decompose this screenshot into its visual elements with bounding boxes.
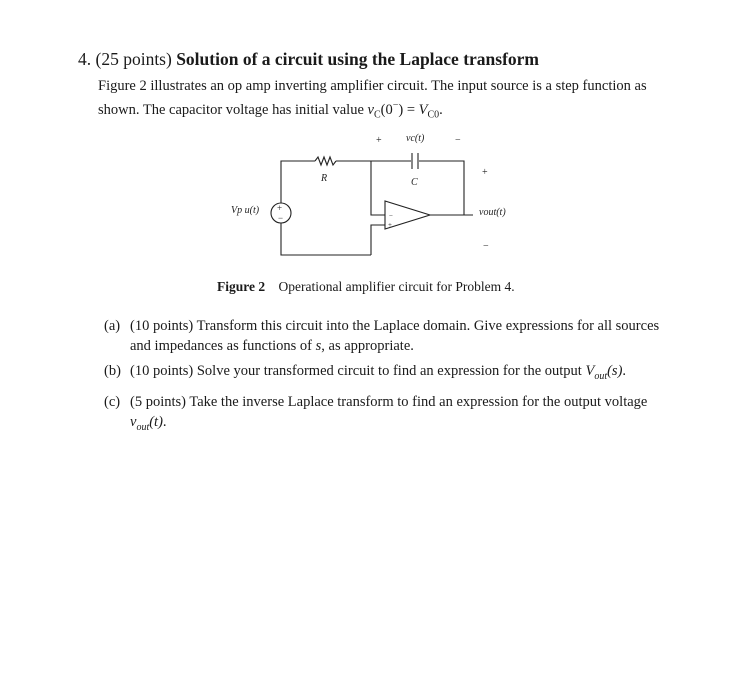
part-b-var: V [585, 363, 595, 379]
circuit-diagram [215, 125, 515, 265]
ic-superscript: − [392, 100, 399, 111]
cap-voltage-label: vc(t) [406, 133, 425, 144]
wire-noninv-ground [371, 225, 385, 255]
problem-number: 4. [78, 49, 92, 69]
opamp-minus-label: − [389, 212, 393, 220]
ic-symbol: v [367, 101, 374, 118]
part-c-tail: . [162, 413, 167, 430]
output-label: vout(t) [479, 207, 506, 218]
part-c-body: (5 points) Take the inverse Laplace transform to find an expression for the output voltage [130, 393, 648, 410]
source-plus-label: + [277, 203, 283, 213]
ic-end: . [439, 101, 443, 118]
part-b-sub: out [594, 370, 608, 382]
source-minus-label: − [278, 213, 284, 223]
resistor-symbol [315, 157, 336, 165]
part-b-tail: . [622, 363, 627, 379]
problem-heading [78, 49, 539, 70]
ic-value-subscript: C0 [427, 109, 440, 121]
part-b-label: (b) [104, 363, 121, 379]
part-a-label: (a) [104, 318, 121, 334]
part-b-arg: (s) [607, 363, 623, 379]
wire-left-top [281, 161, 315, 203]
ic-equals: ) = [398, 101, 419, 118]
part-c-label: (c) [104, 393, 121, 410]
figure-caption-text: Operational amplifier circuit for Problem 4. [278, 279, 515, 294]
cap-minus-label: − [455, 135, 461, 146]
out-minus-label: − [483, 241, 489, 252]
intro-text: Figure 2 illustrates an op amp inverting amplifier circuit. The input source is a step function as shown. The capacitor voltage has initial value [98, 78, 647, 118]
resistor-label: R [321, 173, 328, 184]
wire-feedback-left [371, 161, 385, 215]
wire-bottom [281, 223, 371, 255]
part-c-var: v [130, 413, 137, 430]
part-a-var: s [315, 338, 322, 354]
part-b-text [130, 361, 669, 387]
part-a-body: (10 points) Transform this circuit into the Laplace domain. Give expressions for all sources and impedances as functions of [130, 318, 660, 354]
ic-arg: (0 [380, 101, 393, 118]
problem-title: Solution of a circuit using the Laplace transform [176, 49, 540, 69]
source-label: Vp u(t) [231, 205, 260, 216]
capacitor-label: C [411, 177, 418, 188]
part-c-text [130, 392, 669, 438]
wire-cap-right [419, 161, 464, 215]
part-c-sub: out [136, 421, 150, 433]
out-plus-label: + [482, 167, 488, 178]
part-c-arg: (t) [149, 413, 163, 430]
figure-label: Figure 2 [217, 279, 266, 294]
ic-value: V [418, 101, 428, 118]
figure-caption [217, 279, 515, 295]
part-a-tail: , as appropriate. [321, 338, 414, 354]
ic-subscript: C [373, 109, 381, 121]
part-a-text [130, 316, 669, 356]
part-c [104, 392, 669, 438]
part-b [104, 361, 669, 387]
cap-plus-label: + [376, 135, 382, 146]
problem-points: (25 points) [95, 49, 172, 69]
problem-parts [104, 316, 669, 443]
opamp-plus-label: + [388, 221, 392, 229]
part-a [104, 316, 669, 356]
part-b-body: (10 points) Solve your transformed circuit to find an expression for the output [130, 363, 586, 379]
problem-intro [98, 76, 678, 126]
